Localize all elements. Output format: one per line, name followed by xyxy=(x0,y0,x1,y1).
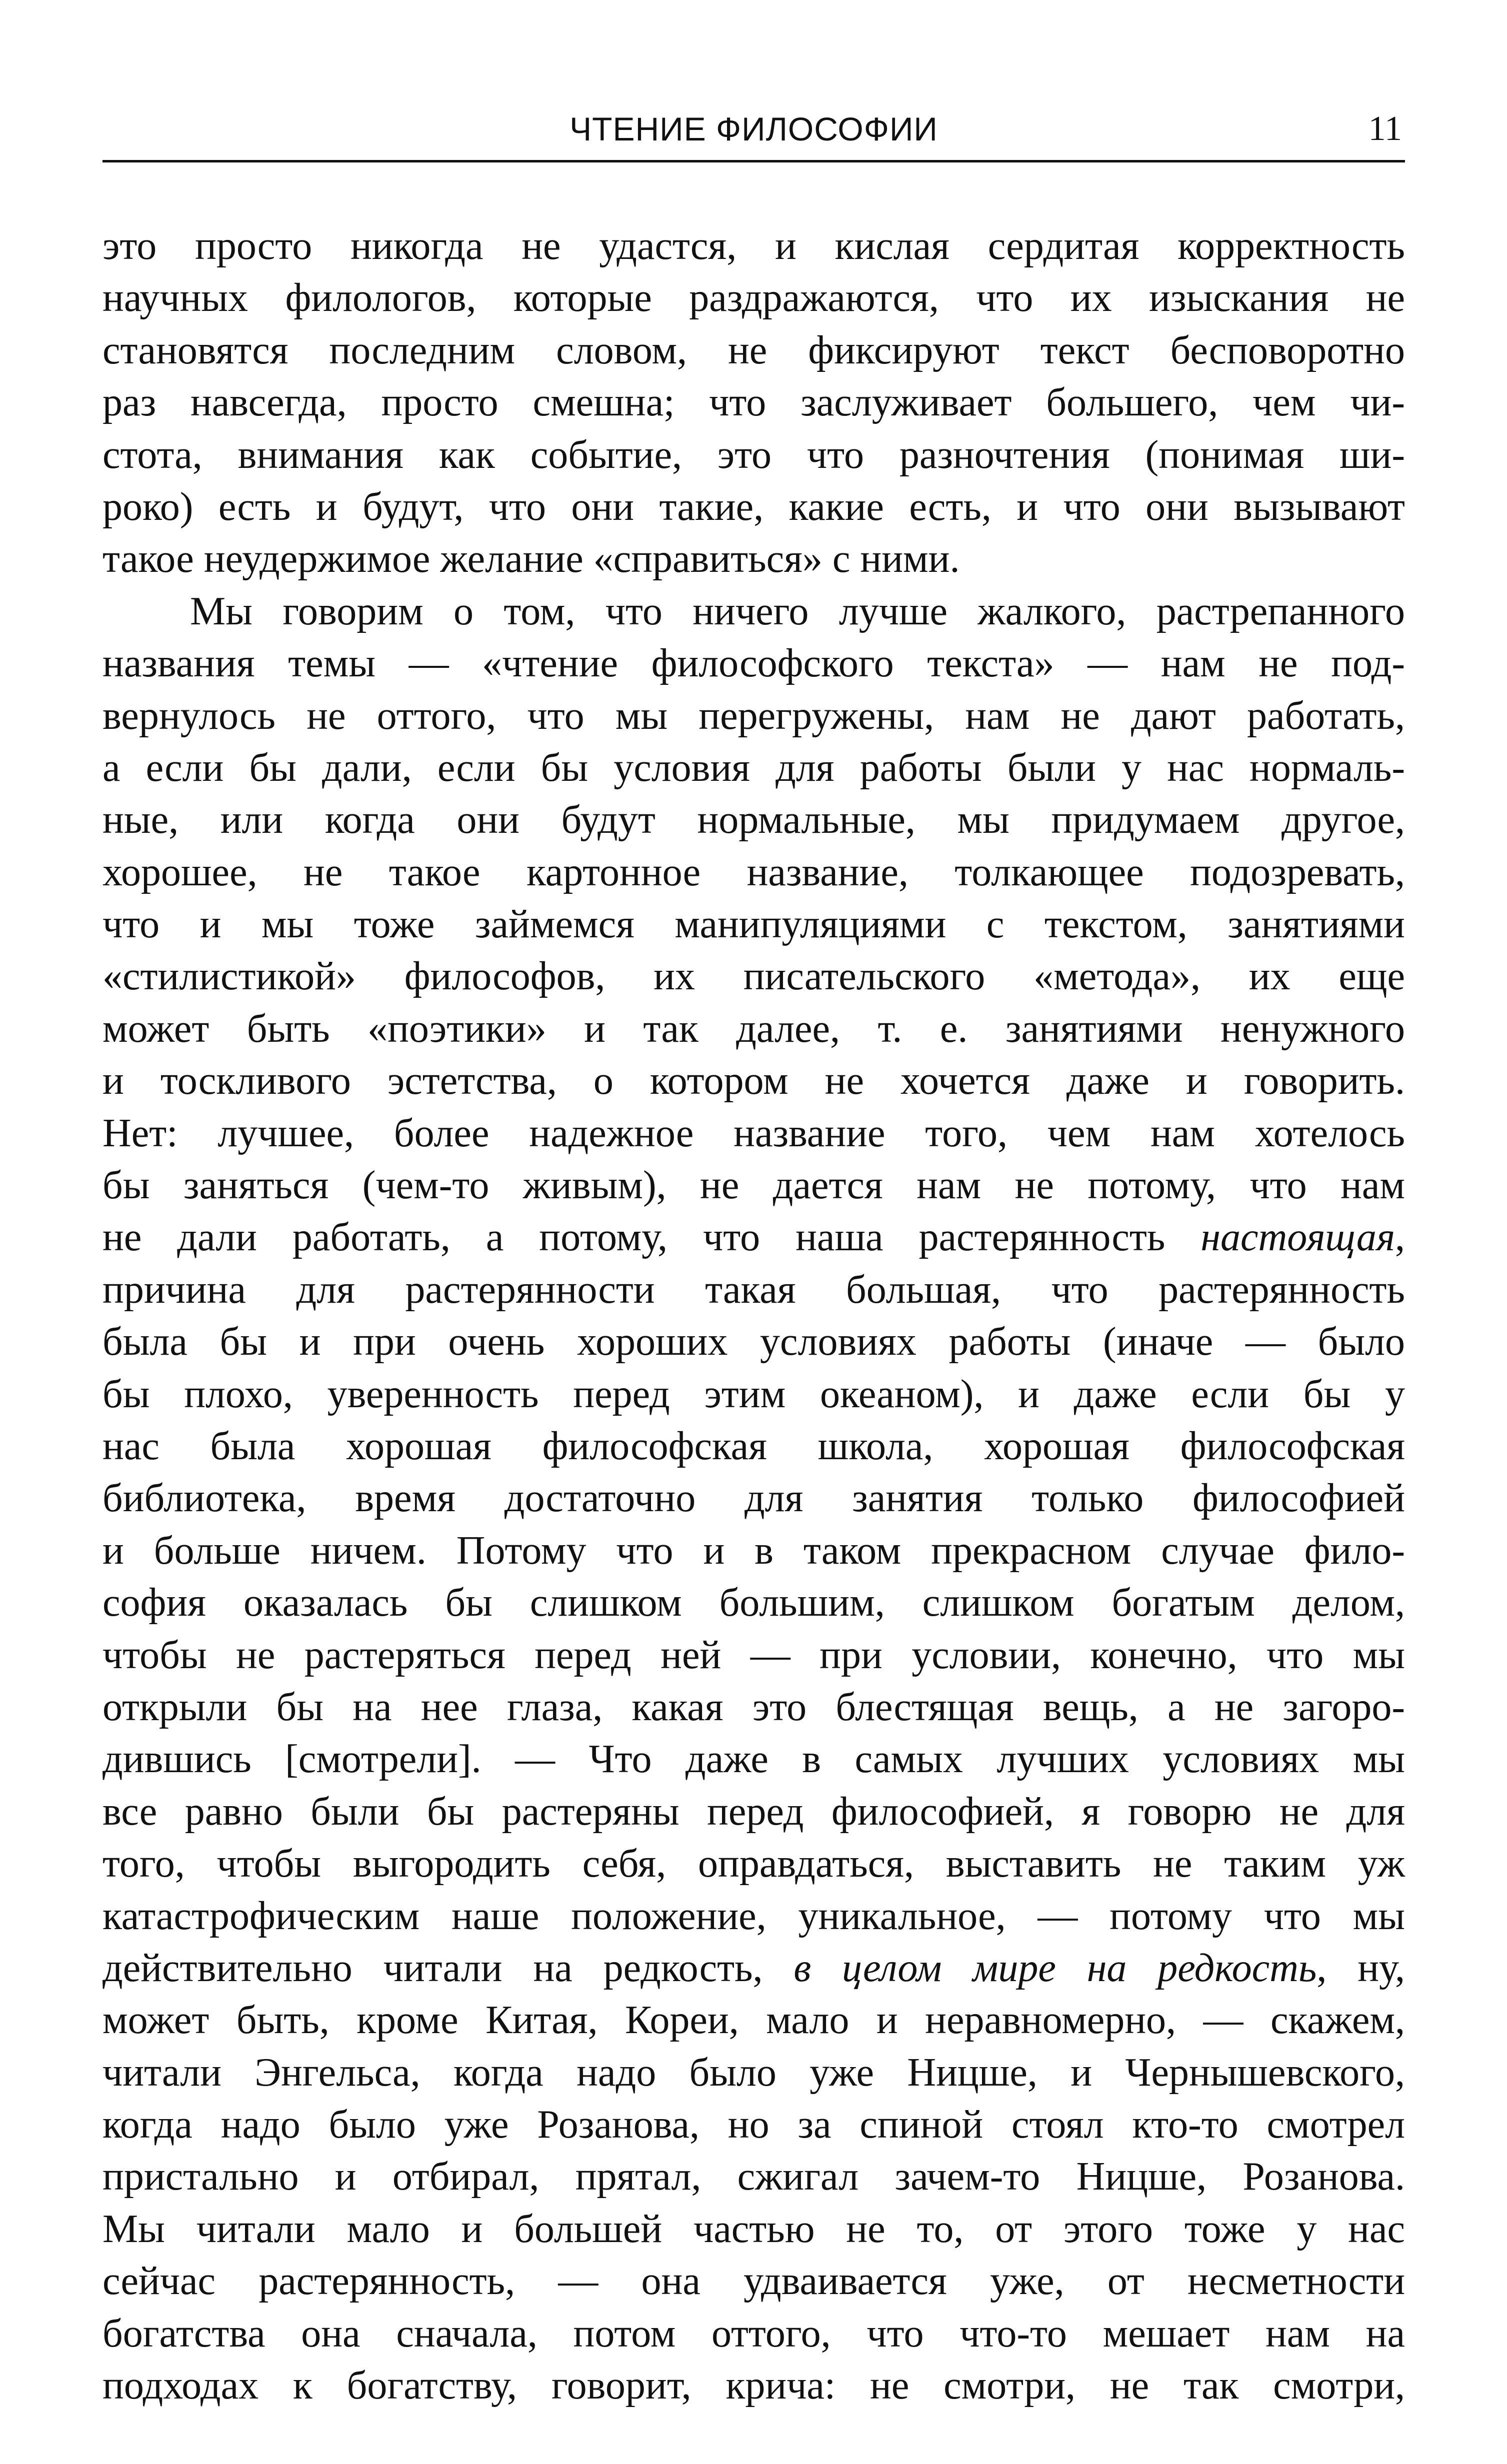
page-number: 11 xyxy=(1368,109,1402,148)
text-line xyxy=(102,2308,1405,2360)
text-line xyxy=(102,2203,1405,2255)
text-segment: софия оказалась бы слишком большим, слишком богатым делом, xyxy=(102,1581,1405,1625)
text-line xyxy=(102,1107,1405,1159)
text-segment: богатства она сначала, потом оттого, что что-то мешает нам на xyxy=(102,2311,1405,2356)
text-segment: названия темы — «чтение философского текста» — нам не под- xyxy=(102,641,1405,686)
text-segment: пристально и отбирал, прятал, сжигал зачем-то Ницше, Розанова. xyxy=(102,2155,1405,2199)
text-line xyxy=(102,1055,1405,1107)
body-text xyxy=(102,220,1405,2412)
text-segment: Нет: лучшее, более надежное название того, чем нам хотелось xyxy=(102,1111,1405,1155)
text-segment: , ну, xyxy=(1316,1946,1406,1990)
text-line xyxy=(102,1472,1405,1524)
text-segment: Мы читали мало и большей частью не то, от этого тоже у нас xyxy=(102,2207,1405,2251)
paragraph xyxy=(102,585,1405,2412)
text-line xyxy=(102,898,1405,950)
text-segment: стота, внимания как событие, это что разночтения (понимая ши- xyxy=(102,432,1405,477)
text-line xyxy=(102,1733,1405,1785)
text-segment: а если бы дали, если бы условия для работы были у нас нормаль- xyxy=(102,745,1405,790)
text-segment: и тоскливого эстетства, о котором не хочется даже и говорить. xyxy=(102,1059,1405,1103)
text-line xyxy=(102,950,1405,1002)
text-line xyxy=(102,1368,1405,1420)
text-segment: катастрофическим наше положение, уникальное, — потому что мы xyxy=(102,1894,1405,1938)
text-line xyxy=(102,742,1405,794)
text-segment: бы заняться (чем-то живым), не дается нам не потому, что нам xyxy=(102,1163,1405,1208)
text-segment: хорошее, не такое картонное название, толкающее подозревать, xyxy=(102,850,1405,894)
text-line xyxy=(102,1629,1405,1681)
text-line xyxy=(102,1681,1405,1733)
text-line xyxy=(102,376,1405,428)
running-header xyxy=(102,105,1405,162)
text-line xyxy=(102,1838,1405,1890)
text-line xyxy=(102,690,1405,742)
text-segment: чтобы не растеряться перед ней — при условии, конечно, что мы xyxy=(102,1633,1405,1677)
text-segment: того, чтобы выгородить себя, оправдаться, выставить не таким уж xyxy=(102,1842,1405,1886)
text-line xyxy=(102,2099,1405,2151)
text-line xyxy=(102,846,1405,898)
text-segment: сейчас растерянность, — она удваивается уже, от несметности xyxy=(102,2259,1405,2304)
text-segment: может быть, кроме Китая, Кореи, мало и неравномерно, — скажем, xyxy=(102,1998,1405,2043)
text-segment: библиотека, время достаточно для занятия только философией xyxy=(102,1476,1405,1521)
text-line xyxy=(102,1942,1405,1994)
text-segment: бы плохо, уверенность перед этим океаном), и даже если бы у xyxy=(102,1372,1405,1416)
text-segment: научных филологов, которые раздражаются, что их изыскания не xyxy=(102,276,1405,320)
text-segment: подходах к богатству, говорит, крича: не смотри, не так смотри, xyxy=(102,2364,1405,2408)
text-segment: нас была хорошая философская школа, хорошая философская xyxy=(102,1424,1405,1468)
italic-text-segment: настоящая xyxy=(1200,1215,1395,1260)
paragraph xyxy=(102,220,1405,585)
text-line xyxy=(102,2151,1405,2203)
text-segment: когда надо было уже Розанова, но за спиной стоял кто-то смотрел xyxy=(102,2103,1405,2147)
text-line xyxy=(102,324,1405,376)
text-line xyxy=(102,2255,1405,2307)
text-line xyxy=(102,637,1405,689)
text-segment: раз навсегда, просто смешна; что заслуживает большего, чем чи- xyxy=(102,380,1405,425)
italic-text-segment: в целом мире на редкость xyxy=(794,1946,1317,1990)
text-segment: причина для растерянности такая большая, что растерянность xyxy=(102,1267,1405,1312)
text-line xyxy=(102,2360,1405,2412)
text-line xyxy=(102,1003,1405,1055)
text-segment: Мы говорим о том, что ничего лучше жалкого, растрепанного xyxy=(190,589,1405,633)
text-line xyxy=(102,1211,1405,1263)
text-segment: и больше ничем. Потому что и в таком прекрасном случае фило- xyxy=(102,1528,1405,1573)
text-segment: может быть «поэтики» и так далее, т. е. занятиями ненужного xyxy=(102,1006,1405,1051)
text-segment: что и мы тоже займемся манипуляциями с текстом, занятиями xyxy=(102,902,1405,947)
text-line xyxy=(102,1264,1405,1316)
text-line xyxy=(102,794,1405,846)
text-line xyxy=(102,2047,1405,2099)
text-line xyxy=(102,585,1405,637)
text-segment: открыли бы на нее глаза, какая это блестящая вещь, а не загоро- xyxy=(102,1685,1405,1729)
text-line xyxy=(102,533,1405,585)
text-line xyxy=(102,1159,1405,1211)
text-line xyxy=(102,1525,1405,1577)
text-line xyxy=(102,1420,1405,1472)
text-segment: не дали работать, а потому, что наша растерянность xyxy=(102,1215,1201,1260)
text-segment: все равно были бы растеряны перед философией, я говорю не для xyxy=(102,1789,1405,1834)
text-segment: ные, или когда они будут нормальные, мы придумаем другое, xyxy=(102,798,1405,842)
text-segment: такое неудержимое желание «справиться» с ними. xyxy=(102,537,960,581)
text-line xyxy=(102,272,1405,324)
text-segment: вернулось не оттого, что мы перегружены, нам не дают работать, xyxy=(102,693,1405,738)
text-line xyxy=(102,1577,1405,1629)
text-line xyxy=(102,1786,1405,1838)
text-line xyxy=(102,1994,1405,2046)
text-segment: «стилистикой» философов, их писательского «метода», их еще xyxy=(102,954,1405,999)
text-segment: , xyxy=(1395,1215,1405,1260)
text-segment: была бы и при очень хороших условиях работы (иначе — было xyxy=(102,1320,1405,1364)
text-segment: становятся последним словом, не фиксируют текст бесповоротно xyxy=(102,328,1405,372)
text-segment: роко) есть и будут, что они такие, какие есть, и что они вызывают xyxy=(102,484,1405,529)
text-line xyxy=(102,1890,1405,1942)
text-segment: это просто никогда не удастся, и кислая сердитая корректность xyxy=(102,224,1405,268)
text-segment: дившись [смотрели]. — Что даже в самых лучших условиях мы xyxy=(102,1737,1405,1782)
text-segment: действительно читали на редкость, xyxy=(102,1946,794,1990)
text-line xyxy=(102,429,1405,481)
text-line xyxy=(102,1316,1405,1368)
text-line xyxy=(102,481,1405,533)
text-line xyxy=(102,220,1405,272)
text-segment: читали Энгельса, когда надо было уже Ницше, и Чернышевского, xyxy=(102,2050,1405,2095)
running-title: ЧТЕНИЕ ФИЛОСОФИИ xyxy=(570,110,938,147)
